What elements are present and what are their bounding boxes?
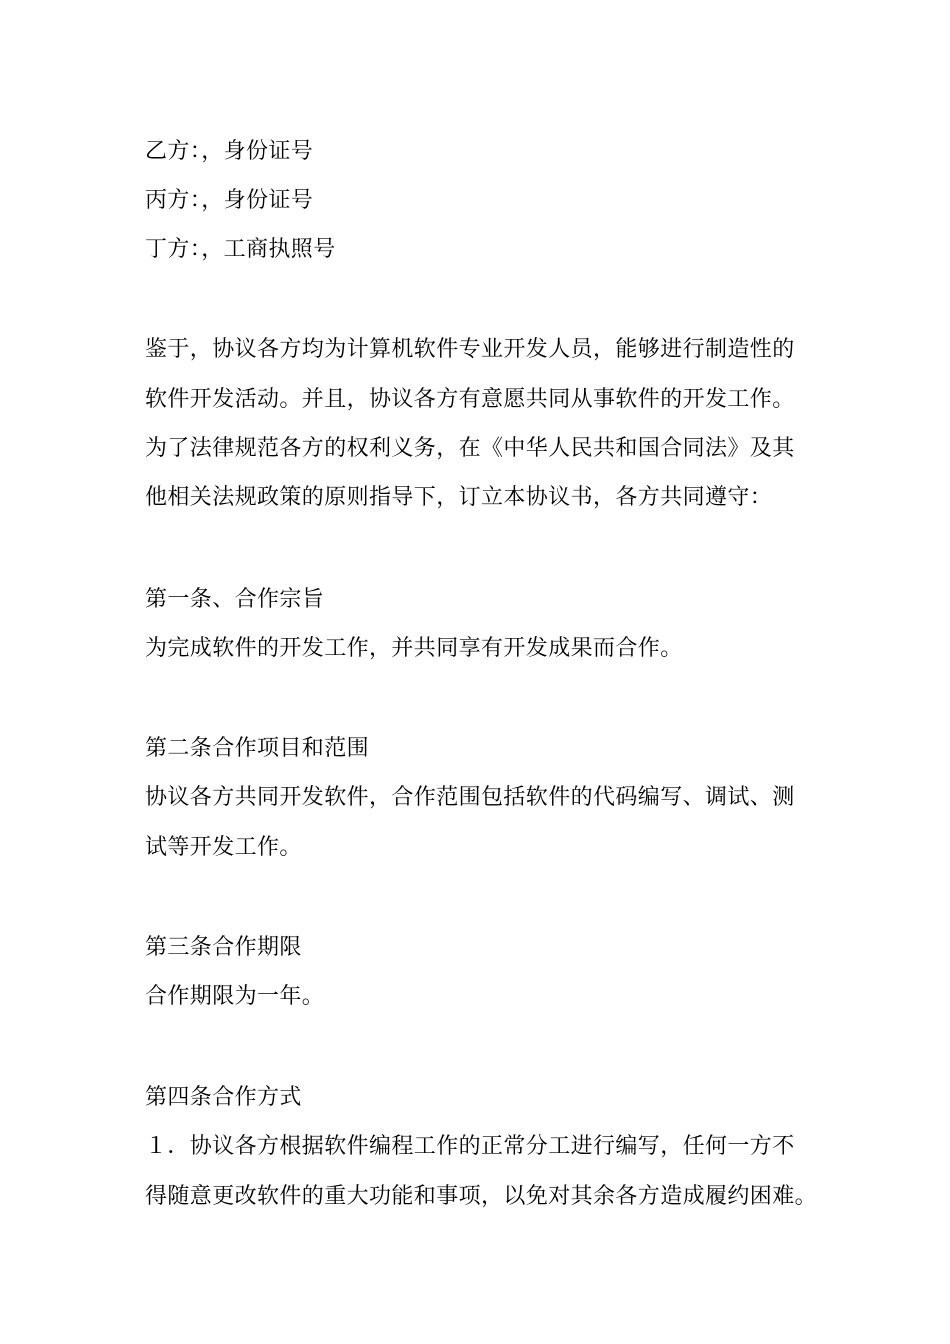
party-line-d: 丁方：，工商执照号 <box>145 237 336 262</box>
article-1-title: 第一条、合作宗旨 <box>145 587 325 612</box>
party-line-c: 丙方：，身份证号 <box>145 188 314 213</box>
article-1-body: 为完成软件的开发工作，并共同享有开发成果而合作。 <box>145 636 683 661</box>
article-3-title: 第三条合作期限 <box>145 935 302 960</box>
article-3-body: 合作期限为一年。 <box>145 984 325 1009</box>
article-2-body: 试等开发工作。 <box>145 835 302 860</box>
party-line-b: 乙方：，身份证号 <box>145 139 314 164</box>
article-4-title: 第四条合作方式 <box>145 1085 302 1110</box>
preamble-line: 软件开发活动。并且，协议各方有意愿共同从事软件的开发工作。 <box>145 387 795 412</box>
article-2-body: 协议各方共同开发软件，合作范围包括软件的代码编写、调试、测 <box>145 785 795 810</box>
preamble-line: 他相关法规政策的原则指导下，订立本协议书，各方共同遵守： <box>145 485 773 510</box>
preamble-line: 为了法律规范各方的权利义务，在《中华人民共和国合同法》及其 <box>145 436 795 461</box>
preamble-line: 鉴于，协议各方均为计算机软件专业开发人员，能够进行制造性的 <box>145 337 795 362</box>
article-4-body: １．协议各方根据软件编程工作的正常分工进行编写，任何一方不 <box>145 1134 795 1159</box>
article-2-title: 第二条合作项目和范围 <box>145 736 370 761</box>
article-4-body: 得随意更改软件的重大功能和事项，以免对其余各方造成履约困难。 <box>145 1184 818 1209</box>
